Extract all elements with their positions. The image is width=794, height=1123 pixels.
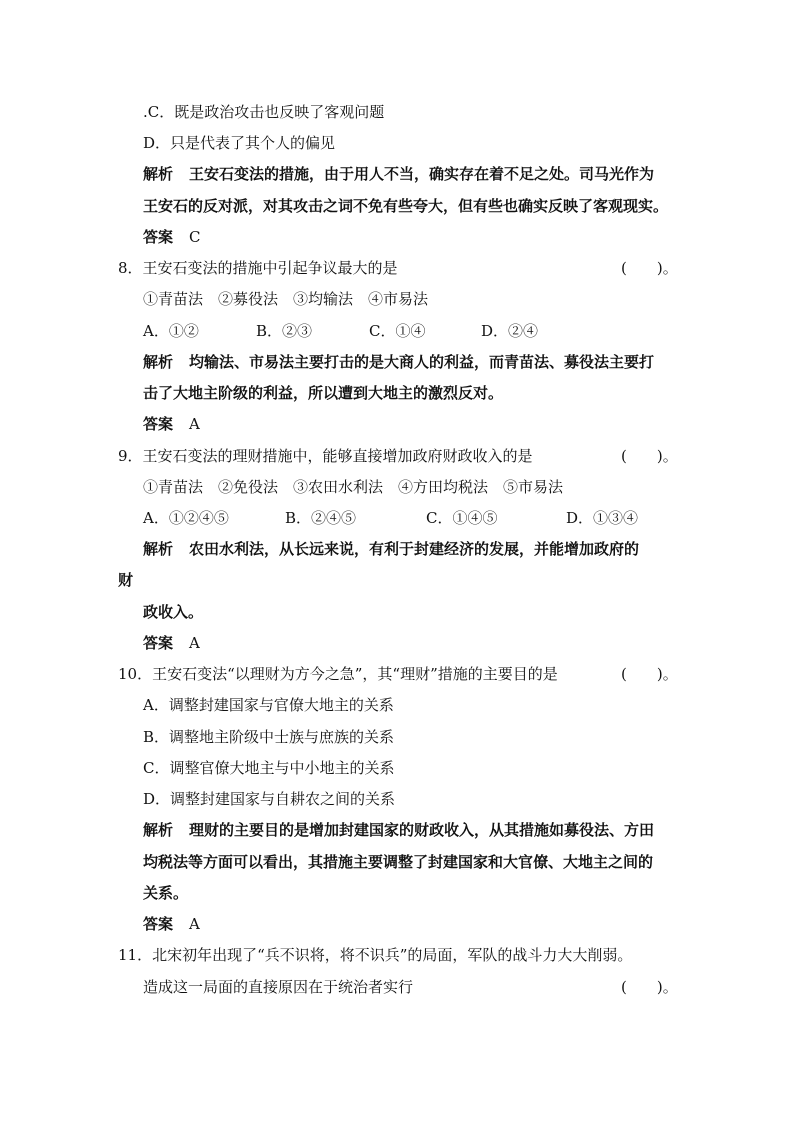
q10-analysis-line2: 均税法等方面可以看出，其措施主要调整了封建国家和大官僚、大地主之间的 <box>143 853 654 871</box>
q10-analysis-line3: 关系。 <box>143 884 189 902</box>
q10-analysis <box>143 820 654 840</box>
answer-value: A <box>189 634 200 652</box>
q10-stem: 10．王安石变法“以理财为方今之急”，其“理财”措施的主要目的是 <box>118 665 558 683</box>
answer-label: 答案 <box>143 415 174 433</box>
q7-option-d: D．只是代表了其个人的偏见 <box>143 134 336 152</box>
analysis-text: 王安石变法的措施，由于用人不当，确实存在着不足之处。司马光作为 <box>189 165 655 183</box>
q7-analysis-line2: 王安石的反对派，对其攻击之词不免有些夸大，但有些也确实反映了客观现实。 <box>143 197 669 215</box>
q10-option-c: C．调整官僚大地主与中小地主的关系 <box>143 759 395 777</box>
q10-answer <box>143 914 200 934</box>
q9-analysis-line2: 财 <box>118 571 134 589</box>
q7-option-c: .C．既是政治攻击也反映了客观问题 <box>143 103 385 121</box>
answer-label: 答案 <box>143 915 174 933</box>
q8-option-d: D．②④ <box>481 322 539 340</box>
q8-option-c: C．①④ <box>369 322 426 340</box>
analysis-text: 农田水利法，从长远来说，有利于封建经济的发展，并能增加政府的 <box>189 540 640 558</box>
analysis-label: 解析 <box>143 821 174 839</box>
q10-option-d: D．调整封建国家与自耕农之间的关系 <box>143 790 396 808</box>
q8-option-a: A．①② <box>143 322 199 340</box>
analysis-label: 解析 <box>143 165 174 183</box>
q9-option-c: C．①④⑤ <box>426 509 498 527</box>
q9-option-d: D．①③④ <box>566 509 639 527</box>
analysis-text: 理财的主要目的是增加封建国家的财政收入，从其措施如募役法、方田 <box>189 821 655 839</box>
analysis-label: 解析 <box>143 540 174 558</box>
q11-stem-line2: 造成这一局面的直接原因在于统治者实行 <box>143 978 414 996</box>
q8-analysis <box>143 352 654 372</box>
analysis-text: 均输法、市易法主要打击的是大商人的利益，而青苗法、募役法主要打 <box>189 353 655 371</box>
q8-answer <box>143 414 200 434</box>
q10-option-b: B．调整地主阶级中士族与庶族的关系 <box>143 728 395 746</box>
q10-answer-bracket: ( )。 <box>621 665 678 683</box>
q9-items: ①青苗法 ②免役法 ③农田水利法 ④方田均税法 ⑤市易法 <box>143 478 564 496</box>
answer-label: 答案 <box>143 634 174 652</box>
q8-analysis-line2: 击了大地主阶级的利益，所以遭到大地主的激烈反对。 <box>143 384 504 402</box>
q9-option-b: B．②④⑤ <box>285 509 357 527</box>
analysis-label: 解析 <box>143 353 174 371</box>
answer-value: A <box>189 915 200 933</box>
q9-option-a: A．①②④⑤ <box>143 509 229 527</box>
q11-stem-line1: 11．北宋初年出现了“兵不识将，将不识兵”的局面，军队的战斗力大大削弱。 <box>118 946 633 964</box>
q7-answer <box>143 227 201 247</box>
q9-answer-bracket: ( )。 <box>621 447 678 465</box>
answer-label: 答案 <box>143 228 174 246</box>
answer-value: A <box>189 415 200 433</box>
q11-answer-bracket: ( )。 <box>621 978 678 996</box>
q9-stem: 9．王安石变法的理财措施中，能够直接增加政府财政收入的是 <box>118 447 533 465</box>
q9-analysis-line3: 政收入。 <box>143 603 204 621</box>
q8-option-b: B．②③ <box>256 322 313 340</box>
q8-answer-bracket: ( )。 <box>621 259 678 277</box>
q8-stem: 8．王安石变法的措施中引起争议最大的是 <box>118 259 398 277</box>
q7-analysis <box>143 164 654 184</box>
q9-analysis <box>143 539 639 559</box>
q8-items: ①青苗法 ②募役法 ③均输法 ④市易法 <box>143 290 429 308</box>
answer-value: C <box>189 228 201 246</box>
q9-answer <box>143 633 200 653</box>
q10-option-a: A．调整封建国家与官僚大地主的关系 <box>143 696 394 714</box>
